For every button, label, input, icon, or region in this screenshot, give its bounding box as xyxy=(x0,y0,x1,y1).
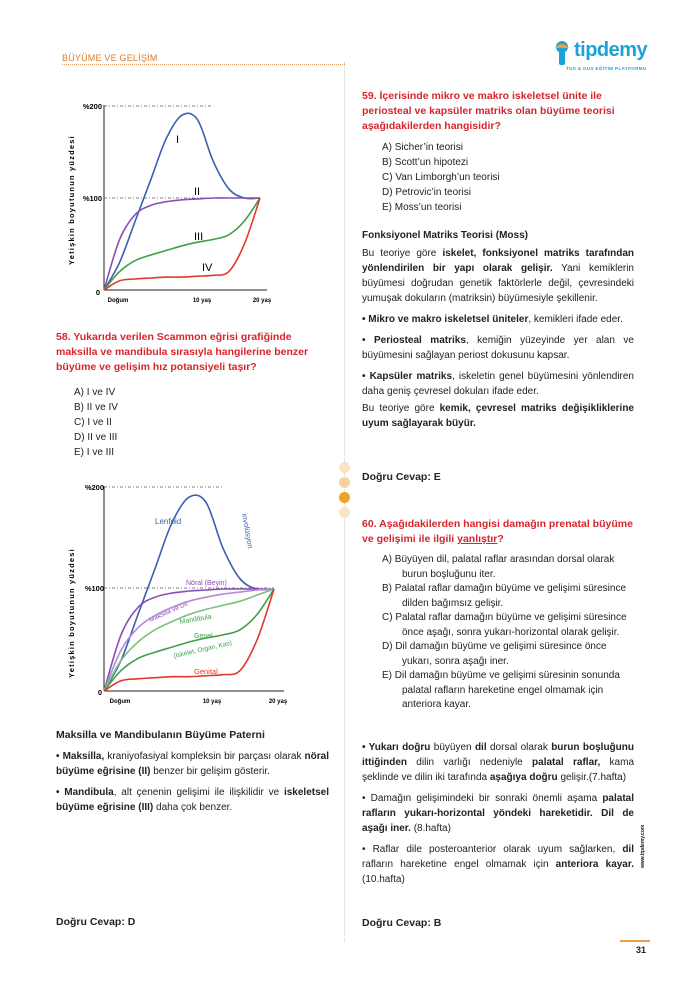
label-genel: Genel xyxy=(194,633,213,640)
question-59: 59. İçerisinde mikro ve makro iskeletsel ünite ile periosteal ve kapsüler matriks olan büyüme teorisi aşağıdakilerden hangisidir? xyxy=(362,90,615,132)
q59-option-c[interactable]: C) Van Limborgh’un teorisi xyxy=(382,172,500,183)
decor-dot xyxy=(339,507,350,518)
answer-60: Doğru Cevap: B xyxy=(362,917,442,929)
website-text: www.tipdemy.com xyxy=(640,824,646,868)
x-tick-dogum: Doğum xyxy=(109,699,131,705)
q59-option-e[interactable]: E) Moss’un teorisi xyxy=(382,202,462,213)
decor-dot xyxy=(339,477,350,488)
label-maksilla: Maksilla ve Dil xyxy=(147,600,189,624)
section-title: BÜYÜME VE GELİŞİM xyxy=(62,53,158,63)
q59-option-b[interactable]: B) Scott’un hipotezi xyxy=(382,157,469,168)
left-expl-heading: Maksilla ve Mandibulanın Büyüme Paterni xyxy=(56,729,265,741)
logo-text: tipdemy xyxy=(574,39,648,61)
curve-label-II: II xyxy=(194,186,201,198)
y-tick-100: %100 xyxy=(84,584,104,593)
left-expl-p1: • Maksilla, kraniyofasiyal kompleksin bir parçası olarak nöral büyüme eğrisine (II) benzer bir gelişim gösterir. xyxy=(56,751,329,777)
q58-option-a[interactable]: A) I ve IV xyxy=(74,387,116,398)
y-tick-0: 0 xyxy=(97,688,102,697)
q59-options xyxy=(382,140,500,215)
q59-expl-p2: • Mikro ve makro iskeletsel üniteler, kemikleri ifade eder. xyxy=(362,314,623,325)
question-58: 58. Yukarıda verilen Scammon eğrisi grafiğinde maksilla ve mandibula sırasıyla hangilerine benzer büyüme ve gelişim hız potansiyeli taşır? xyxy=(56,331,309,373)
y-tick-200: %200 xyxy=(84,483,104,492)
q59-expl-heading: Fonksiyonel Matriks Teorisi (Moss) xyxy=(362,230,528,241)
q60-option-a[interactable]: A) Büyüyen dil, palatal raflar arasından dorsal olarak burun boşluğunu iter. xyxy=(382,554,615,580)
q59-expl-p4: • Kapsüler matriks, iskeletin genel büyümesini yönlendiren daha geniş çevresel dokuları ifade eder. xyxy=(362,371,634,397)
q60-expl-p1: • Yukarı doğru büyüyen dil dorsal olarak burun boşluğunu ittiğinden dilin varlığı nedeniyle palatal raflar, kama şeklinde ve dilin iki tarafında aşağıya doğru gelişir.(7.hafta) xyxy=(362,742,634,783)
q59-explanation xyxy=(362,228,634,437)
q58-option-b[interactable]: B) II ve IV xyxy=(74,402,118,413)
label-involusyon: involüsyon xyxy=(240,512,256,550)
curve-label-I: I xyxy=(176,134,180,146)
x-tick-20: 20 yaş xyxy=(252,298,272,304)
x-tick-20: 20 yaş xyxy=(268,699,288,705)
y-tick-200: %200 xyxy=(82,102,102,111)
decor-dot xyxy=(339,492,350,503)
left-expl-p2: • Mandibula, alt çenenin gelişimi ile ilişkilidir ve iskeletsel büyüme eğrisine (III) daha çok benzer. xyxy=(56,787,329,813)
question-60: 60. Aşağıdakilerden hangisi damağın prenatal büyüme ve gelişimi ile ilgili yanlıştır? xyxy=(362,518,633,545)
q58-option-e[interactable]: E) I ve III xyxy=(74,447,115,458)
page-number: 31 xyxy=(636,945,647,955)
curve-label-III: III xyxy=(194,231,204,243)
curve-label-IV: IV xyxy=(202,262,213,274)
y-tick-100: %100 xyxy=(82,194,102,203)
q60-expl-p3: • Raflar dile posteroanterior olarak uyum sağlarken, dil rafların hareketine engel olmamak için anteriora kayar. (10.hafta) xyxy=(362,844,634,885)
y-axis-label: Yetişkin boyutunun yüzdesi xyxy=(67,548,76,678)
scammon-chart-1 xyxy=(62,95,282,315)
q59-option-d[interactable]: D) Petrovic’in teorisi xyxy=(382,187,471,198)
label-noral: Nöral (Beyin) xyxy=(186,580,227,587)
x-tick-10: 10 yaş xyxy=(202,699,222,705)
y-tick-0: 0 xyxy=(95,288,100,297)
q59-expl-p5: Bu teoriye göre kemik, çevresel matriks değişikliklerine uyum sağlayarak büyür. xyxy=(362,403,634,429)
q59-expl-p3: • Periosteal matriks, kemiğin yüzeyinde yer alan ve büyümesini sağlayan periost dokusunu kapsar. xyxy=(362,335,634,361)
q60-explanation xyxy=(362,740,634,893)
page-number-line xyxy=(620,940,650,942)
x-tick-10: 10 yaş xyxy=(192,298,212,304)
q60-option-b[interactable]: B) Palatal raflar damağın büyüme ve gelişimi süresince dilden bağımsız gelişir. xyxy=(382,583,626,609)
label-mandibula: Mandibula xyxy=(179,613,213,626)
q60-expl-p2: • Damağın gelişimindeki bir sonraki önemli aşama palatal rafların yukarı-horizontal yöndeki hareketidir. Dil de aşağı iner. (8.hafta) xyxy=(362,793,634,834)
label-lenfoid: Lenfoid xyxy=(155,517,182,526)
q60-option-d[interactable]: D) Dil damağın büyüme ve gelişimi süresince önce yukarı, sonra aşağı iner. xyxy=(382,641,607,667)
decor-dot xyxy=(339,462,350,473)
q58-options xyxy=(74,385,118,460)
curve-i xyxy=(104,113,260,290)
answer-58: Doğru Cevap: D xyxy=(56,916,136,928)
answer-59: Doğru Cevap: E xyxy=(362,471,441,483)
header-underline xyxy=(62,64,345,65)
scammon-chart-2 xyxy=(62,478,302,718)
q59-expl-p1: Bu teoriye göre iskelet, fonksiyonel matriks tarafından yönlendirilen bir yapı olarak gelişir. Yani kemiklerin büyümesi doğrudan genetik faktörlerle değil, çevresindeki yumuşak dokuların (matriksin) büyümesiyle şekillenir. xyxy=(362,248,634,304)
q58-option-d[interactable]: D) II ve III xyxy=(74,432,118,443)
q60-options xyxy=(382,553,634,713)
q59-option-a[interactable]: A) Sicher’in teorisi xyxy=(382,142,463,153)
x-tick-dogum: Doğum xyxy=(107,298,129,304)
q60-option-c[interactable]: C) Palatal raflar damağın büyüme ve gelişimi süresince önce aşağı, sonra yukarı-horizontal olarak gelişir. xyxy=(382,612,627,638)
label-genital: Genital xyxy=(194,667,218,676)
left-explanation xyxy=(56,728,329,821)
q58-option-c[interactable]: C) I ve II xyxy=(74,417,112,428)
label-genel-sub: (İskelet, Organ, Kas) xyxy=(172,639,233,660)
q60-option-e[interactable]: E) Dil damağın büyüme ve gelişimi süresinin sonunda palatal rafların hareketine engel olmamak için anteriora kayar. xyxy=(382,670,620,710)
y-axis-label: Yetişkin boyutunun yüzdesi xyxy=(67,135,76,265)
logo-tagline: TUS & DUS EĞİTİM PLATFORMU xyxy=(566,66,647,71)
